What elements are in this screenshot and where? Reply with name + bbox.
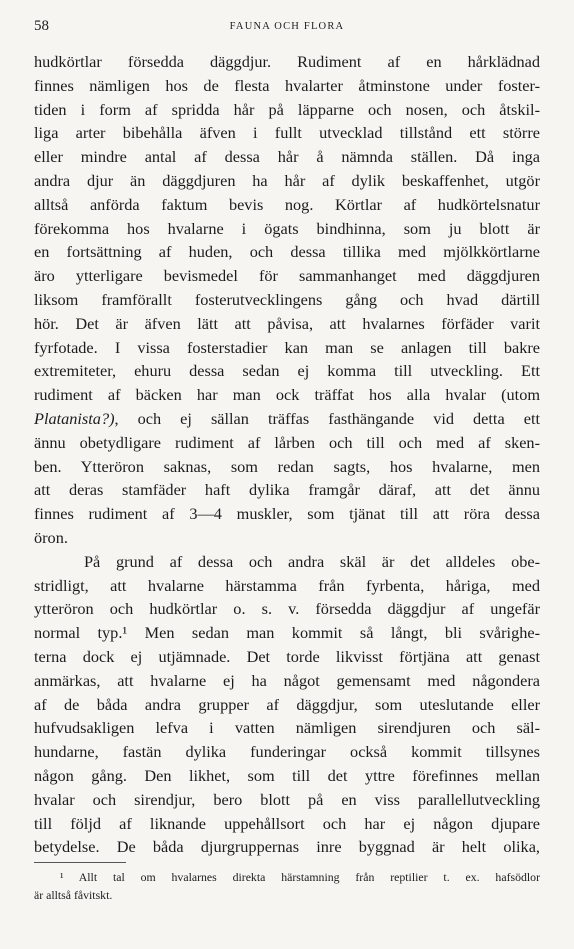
text-line: rudiment af bäcken har man ock träffat hos alla hvalar (utom [34,385,540,405]
text-line: liga arter bibehålla äfven i fullt utvecklad tillstånd ett större [34,123,540,143]
text-line: finnes nämligen hos de flesta hvalarter åtminstone under foster- [34,75,540,95]
text-line: hör. Det är äfven lätt att påvisa, att hvalarnes förfäder varit [34,313,540,333]
text-line: terna dock ej utjämnade. Det torde likvisst förtjäna att genast [34,646,540,666]
page-number: 58 [34,18,49,34]
text-line: finnes rudiment af 3—4 muskler, som tjänat till att röra dessa [34,504,540,524]
footnote-line: är alltså fåvitskt. [34,888,113,902]
running-head: FAUNA OCH FLORA [229,21,345,32]
footnote-line: ¹ Allt tal om hvalarnes direkta härstamning från reptilier t. ex. hafsödlor [60,870,540,884]
text-line: andra djur än däggdjuren ha hår af dylik beskaffenhet, utgör [34,170,540,190]
text-line: hudkörtlar försedda däggdjur. Rudiment af en hårklädnad [34,52,540,71]
text-line: extremiteter, ehuru dessa sedan ej komma till utveckling. Ett [34,361,540,381]
text-line: ben. Ytteröron saknas, som redan sagts, hos hvalarne, men [34,456,540,476]
italic-term: Platanista?) [34,408,115,428]
text-line: ytteröron och hudkörtlar o. s. v. försedda däggdjur af ungefär [34,599,540,619]
text-line: hundarne, fastän dylika funderingar också kommit tillsynes [34,742,540,762]
text-line: liksom framförallt fosterutvecklingens gång och hvad därtill [34,289,540,309]
text-line: betydelse. De båda djurgruppernas inre byggnad är helt olika, [34,837,540,857]
text-line: tiden i form af spridda hår på läpparne och nosen, och åtskil- [34,99,540,119]
text-line-italic-start: Platanista?), och ej sällan träffas fasthängande vid detta ett [34,408,540,428]
footnote-divider [34,862,126,863]
text-line: fyrfotade. I vissa fosterstadier kan man se anlagen till bakre [34,337,540,357]
text-line: någon gång. Den likhet, som till det yttre förefinnes mellan [34,765,540,785]
paragraph-end-line: öron. [34,527,68,547]
text-line: en fortsättning af huden, och dessa tillika med mjölkkörtlarne [34,242,540,262]
footnotes [34,868,540,904]
text-line: af de båda andra grupper af däggdjur, som uteslutande eller [34,694,540,714]
text-line: anmärkas, att hvalarne ej ha något gemensamt med någondera [34,670,540,690]
text-line: förekomma hos hvalarne i ögats bindhinna, som ju blott är [34,218,540,238]
paragraph-start-line: På grund af dessa och andra skäl är det alldeles obe- [84,551,540,571]
text-line: hufvudsakligen lefva i vatten nämligen sirendjuren och säl- [34,718,540,738]
body-text [34,50,540,859]
text-line: normal typ.¹ Men sedan man kommit så långt, bli svårighe- [34,623,540,643]
text-line: äro ytterligare bevismedel för sammanhanget med däggdjuren [34,266,540,286]
text-line: till följd af liknande uppehållsort och har ej någon djupare [34,813,540,833]
text-line: alltså anförda faktum bevis nog. Körtlar af hudkörtelsnatur [34,194,540,214]
text-line: att deras stamfäder haft dylika framgår däraf, att det ännu [34,480,540,500]
page-header [34,18,540,38]
text-line: eller mindre antal af dessa hår å nämnda ställen. Då inga [34,147,540,167]
text-line: hvalar och sirendjur, bero blott på en viss parallellutveckling [34,789,540,809]
text-line: ännu obetydligare rudiment af lårben och till och med af sken- [34,432,540,452]
text-line: stridligt, att hvalarne härstamma från fyrbenta, håriga, med [34,575,540,595]
